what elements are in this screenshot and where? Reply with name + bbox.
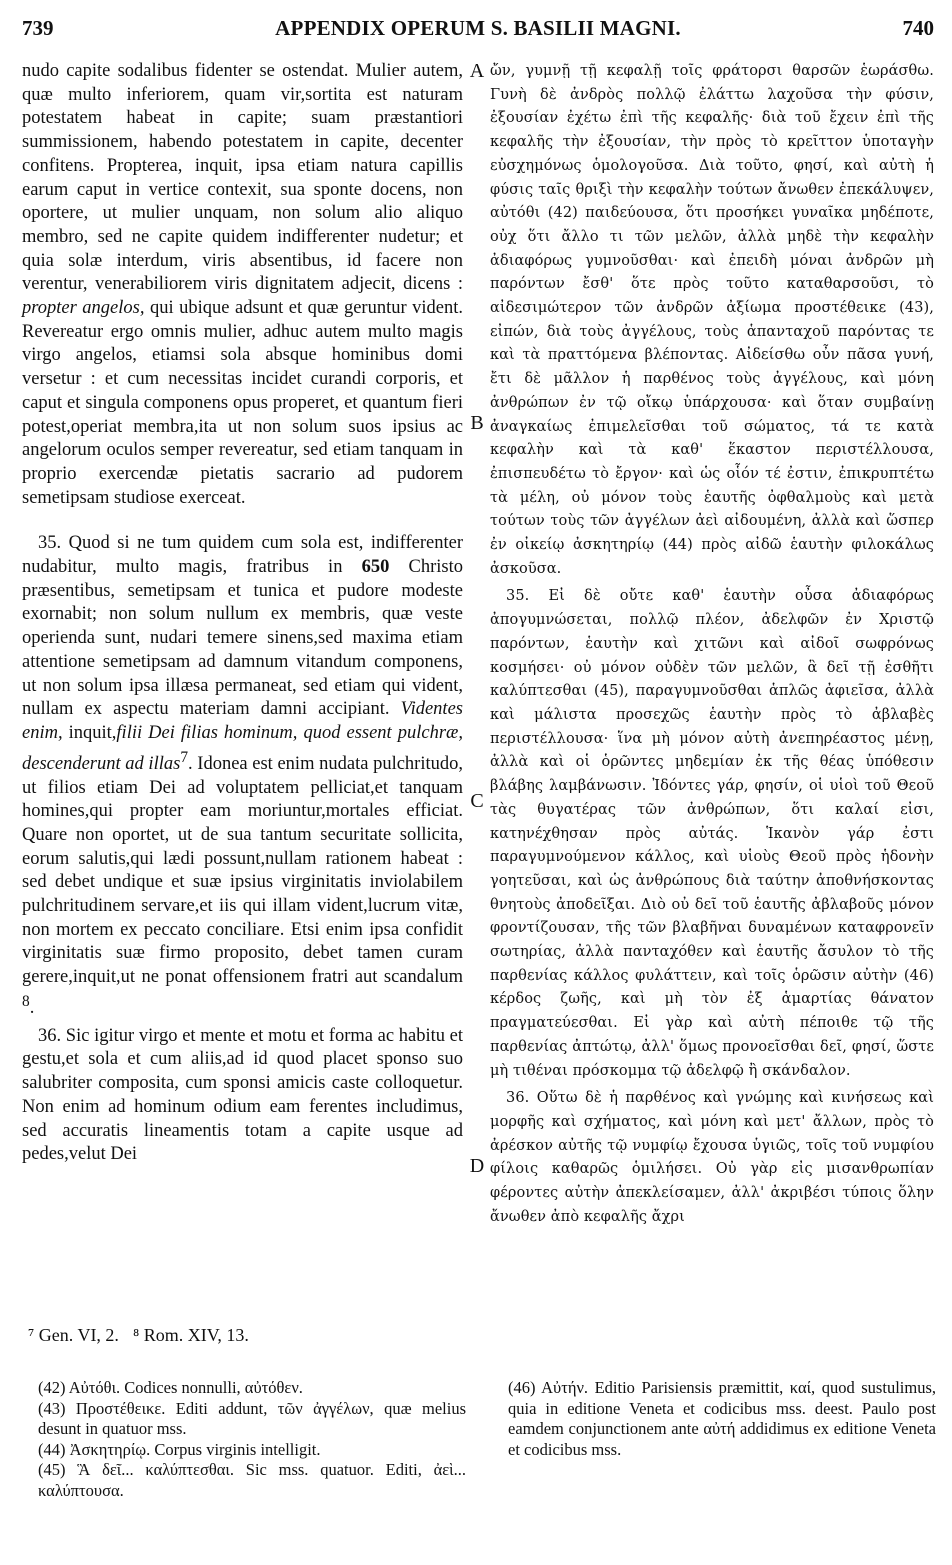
latin-text: . Idonea est enim nudata pulchritudo, ut filios etiam Dei ad voluptatem pelliciat,et tanquam homines,qui propter eam moriuntur,mortales efficiat. Quare non oportet, ut de sua tantum securitate sollicita, eorum salutis,qui lædi possunt,nullam rationem habeat : sed debet undique et suæ ipsius virginitatis inviolabilem pulchritudinem servare,et iis qui illam vident,lucrum vitæ, non mortem ex peccato conciliare. Etsi enim ipsa confidit virginitatis suæ firmo proposito, debet tamen curam gerere,inquit,ut ne ponat offensionem fratri aut scandalum <box>22 753 463 988</box>
latin-text: qui ubique adsunt et quæ geruntur vident. Revereatur ergo omnis mulier, adhuc autem multo magis virgo angelos, etiamsi sola absque hominibus domi versetur : et cum necessitas incidet curandi corporis, et caput et singula componens opus properet, et quantum fieri potest,operiat membra,ita ut non solum suos ipsius ac angelorum oculos semper revereatur, sed etiam tanquam in proprio exercendæ pietatis sacrario ad pudorem semetipsam studiose exerceat. <box>22 298 463 508</box>
latin-paragraph-1 <box>22 60 463 510</box>
page-number-right: 740 <box>902 16 934 40</box>
critical-notes-left <box>38 1378 466 1501</box>
running-title: APPENDIX OPERUM S. BASILII MAGNI. <box>275 16 681 40</box>
margin-letter-a: A <box>469 60 485 82</box>
latin-column <box>22 60 463 1167</box>
footnote-7: ⁷ Gen. VI, 2. <box>28 1325 119 1345</box>
latin-text: 35. Quod si ne tum quidem cum sola est, indifferenter nudabitur, multo magis, fratribus in <box>22 533 463 578</box>
critical-notes-right <box>508 1378 936 1460</box>
latin-italic: propter angelos, <box>22 298 145 319</box>
latin-text: Christo præsentibus, semetipsam et tunica et pudore modeste exornabit; non solum nullum ex membris, quæ veste operienda sunt, nudari temere sinens,sed maxima etiam attentione semetipsam ad damnum vitandum componens, ut non solum ipsa illæsa permaneat, sed etiam qui vident, nullam ex aspectu materiam damni accipiant. <box>22 557 463 720</box>
footnote-marker: 8 <box>22 992 30 1010</box>
latin-text: nudo capite sodalibus fidenter se ostendat. Mulier autem, quæ multo inferiorem, quam vir,sortita est naturam potestatem habeat in capite; suam præstantiori summissionem, habendo potestatem in capite, decenter confitens. Propterea, inquit, ipsa etiam natura capillis earum caput in vertice contexit, sua sponte docens, non oportere, ut mulier unquam, non solum alio aliquo membro, sed ne capite quidem indifferenter nudetur; et quia solæ interdum, viris absentibus, id facere non verentur, venerabiliorem viris dignitatem adjecit, dicens : <box>22 61 463 295</box>
note-46: (46) Αὐτήν. Editio Parisiensis præmittit, καί, quod sustulimus, quia in editione Veneta et codicibus mss. deest. Paulo post eamdem conjunctionem ante αὐτή addidimus ex editione Veneta et codicibus mss. <box>508 1378 936 1459</box>
running-header <box>22 16 934 46</box>
note-45: (45) Ἃ δεῖ... καλύπτεσθαι. Sic mss. quatuor. Editi, ἀεὶ... καλύπτουσα. <box>38 1460 466 1500</box>
greek-paragraph-35: 35. Εἰ δὲ οὔτε καθ' ἑαυτὴν οὖσα ἀδιαφόρως ἀπογυμνώσεται, πολλῷ πλέον, ἀδελφῶν ἐν Χριστῷ παρόντων, ἑαυτὴν καὶ χιτῶνι καὶ αἰδοῖ σωφρόνως κοσμήσει· οὐ μόνον οὐδὲν τῶν μελῶν, ἃ δεῖ τῇ ἐσθῆτι καλύπτεσθαι (45), παραγυμνοῦσθαι ἁπλῶς ἀφιεῖσα, ἀλλὰ καὶ μάλιστα προσεχῶς ἑαυτὴν πρὸς τὸ ἀβλαβὲς περιστέλλουσα· ἵνα μὴ μόνον αὐτὴ ἀνεπηρέαστος μένῃ, ἀλλὰ καὶ οἱ ὁρῶντες μηδεμίαν ἐκ τῆς θέας ὑπόθεσιν βλάβης λαμβάνωσιν. Ἰδόντες γάρ, φησίν, οἱ υἱοὶ τοῦ Θεοῦ τὰς θυγατέρας τῶν ἀνθρώπων, ὅτι καλαί εἰσι, κατηνέχθησαν πρὸς αὐτάς. Ἱκανὸν γάρ ἐστι παραγυμνούμενον κάλλος, καὶ υἱοὺς Θεοῦ πρὸς ἡδονὴν γοητεῦσαι, καὶ ὡς ἀνθρώπους διὰ ταύτην ἀποθνήσκοντας θνητοὺς ἀποδεῖξαι. Διὸ οὐ δεῖ τοῦ ἑαυτῆς ἀβλαβοῦς μόνον φροντίζουσαν, τῆς τῶν βλαβῆναι δυναμένων καταφρονεῖν σωτηρίας, ἀλλὰ πανταχόθεν καὶ ἑαυτῆς ἄσυλον τὸ τῆς παρθενίας κάλλος φυλάττειν, καὶ τοῖς ὁρῶσιν αὐτὴν (46) κέρδος ζωῆς, καὶ μὴ τὸν ἐξ ἁμαρτίας θάνατον πραγματεύεσθαι. Εἰ γὰρ καὶ αὐτὴ πέποιθε τῷ τῆς παρθενίας ἀπτώτῳ, ἀλλ' ὅμως προνοεῖσθαι δεῖ, φησί, ὥστε μὴ τιθέναι πρόσκομμα τῷ ἀδελφῷ ἢ σκάνδαλον. <box>490 588 934 1079</box>
scripture-footnotes <box>28 1325 249 1346</box>
note-42: (42) Αὐτόθι. Codices nonnulli, αὐτόθεν. <box>38 1378 303 1397</box>
latin-italic: Videntes enim, <box>22 699 463 743</box>
greek-column <box>490 60 934 1229</box>
note-43: (43) Προστέθεικε. Editi addunt, τῶν ἀγγέλων, quæ melius desunt in quatuor mss. <box>38 1398 466 1438</box>
footnote-marker: 7 <box>180 748 189 766</box>
latin-paragraph-35 <box>22 532 463 1020</box>
note-44: (44) Ἀσκητηρίῳ. Corpus virginis intelligit. <box>38 1439 321 1459</box>
latin-paragraph-36: 36. Sic igitur virgo et mente et motu et forma ac habitu et gestu,et sola et cum aliis,ad id quod placet sponso suo salubriter composita, cum sponsi amicis caste colloquetur. Non enim ad hominum odium eam ferentes includimus, sed accuratis lineamentis totam a capite usque ad pedes,velut Dei <box>22 1025 463 1165</box>
greek-paragraph-1: ὤν, γυμνῇ τῇ κεφαλῇ τοῖς φράτορσι θαρσῶν ἑωράσθω. Γυνὴ δὲ ἀνδρὸς πολλῷ ἐλάττω λαχοῦσα τὴν φύσιν, ἐξουσίαν ἐχέτω ἐπὶ τῆς κεφαλῆς· διὰ τοῦ ἔχειν ἐπὶ τῆς κεφαλῆς τὴν ἐξουσίαν, τὴν πρὸς τὸ κρεῖττον ὑποταγὴν εὐσχημόνως ὁμολογοῦσα. Διὰ τοῦτο, φησί, καὶ αὐτὴ ἡ φύσις ταῖς θριξὶ τὴν κεφαλὴν τούτων ἄνωθεν ἐπεκάλυψεν, αὐτόθι (42) παιδεύουσα, ὅτι προσήκει γυναῖκα μηδέποτε, οὐχ ὅτι ἄλλο τι τῶν μελῶν, ἀλλὰ μηδὲ τὴν κεφαλὴν ἀδιαφόρως γυμνοῦσθαι· καὶ ἐπειδὴ μόναι ἀνδρῶν μὴ παρόντων ἔσθ' ὅτε πρὸς τοῦτο καταθαρσοῦσι, τὸ αἰδεσιμώτερον τῶν ἀνδρῶν ἀξίωμα προστέθεικε (43), εἰπών, διὰ τοὺς ἀγγέλους, τοὺς ἁπανταχοῦ παρόντας τε καὶ τὰ πραττόμενα βλέποντας. Αἰδείσθω οὖν πᾶσα γυνή, ἔτι δὲ μᾶλλον ἡ παρθένος τοὺς ἀγγέλους, καὶ μόνη ἀνθρώπων ἐν τῷ οἴκῳ ὑπάρχουσα· καὶ ὅταν συμβαίνῃ ἀναγκαίως ἐπιμελεῖσθαι τοῦ σώματος, τά τε κατὰ κεφαλὴν καὶ τὰ καθ' ἕκαστον περιστέλλουσα, ἐπισπευδέτω τὸ ἔργον· καὶ ὡς οἷόν τέ ἐστιν, ἐπικρυπτέτω τὰ μέλη, οὐ μόνον τοὺς ἑαυτῆς ὀφθαλμοὺς καὶ μετὰ τούτων τοὺς τῶν ἀγγέλων ἀεὶ αἰδουμένη, ἀλλὰ καὶ ὥσπερ ἐν οἰκείῳ ἀσκητηρίῳ (44) πρὸς αἰδῶ ἑαυτὴν φιλοκάλως ἀσκοῦσα. <box>490 63 934 577</box>
page-number-left: 739 <box>22 16 54 40</box>
latin-text: . <box>29 998 35 1019</box>
page-marker: 650 <box>361 557 390 578</box>
footnote-8: ⁸ Rom. XIV, 13. <box>132 1325 249 1345</box>
margin-letter-d: D <box>469 1155 485 1177</box>
margin-letter-c: C <box>470 790 484 812</box>
latin-text: inquit, <box>68 722 117 743</box>
margin-letter-b: B <box>470 412 484 434</box>
latin-italic: filii Dei filias hominum, quod essent pulchræ, descenderunt ad illas <box>22 722 463 774</box>
greek-paragraph-36: 36. Οὕτω δὲ ἡ παρθένος καὶ γνώμης καὶ κινήσεως καὶ μορφῆς καὶ σχήματος, καὶ μόνη καὶ μετ' ἄλλων, πρὸς τὸ ἀρέσκον αὐτῆς τῷ νυμφίῳ ἔχουσα ὑγιῶς, τοῖς τοῦ νυμφίου φίλοις καθαρῶς ὁμιλήσει. Οὐ γὰρ εἰς μισανθρωπίαν φέροντες αὐτὴν ἀπεκλείσαμεν, ἀλλ' ἀκριβέσι τύποις ὅλην ἄνωθεν ἀπὸ κεφαλῆς ἄχρι <box>490 1090 934 1225</box>
